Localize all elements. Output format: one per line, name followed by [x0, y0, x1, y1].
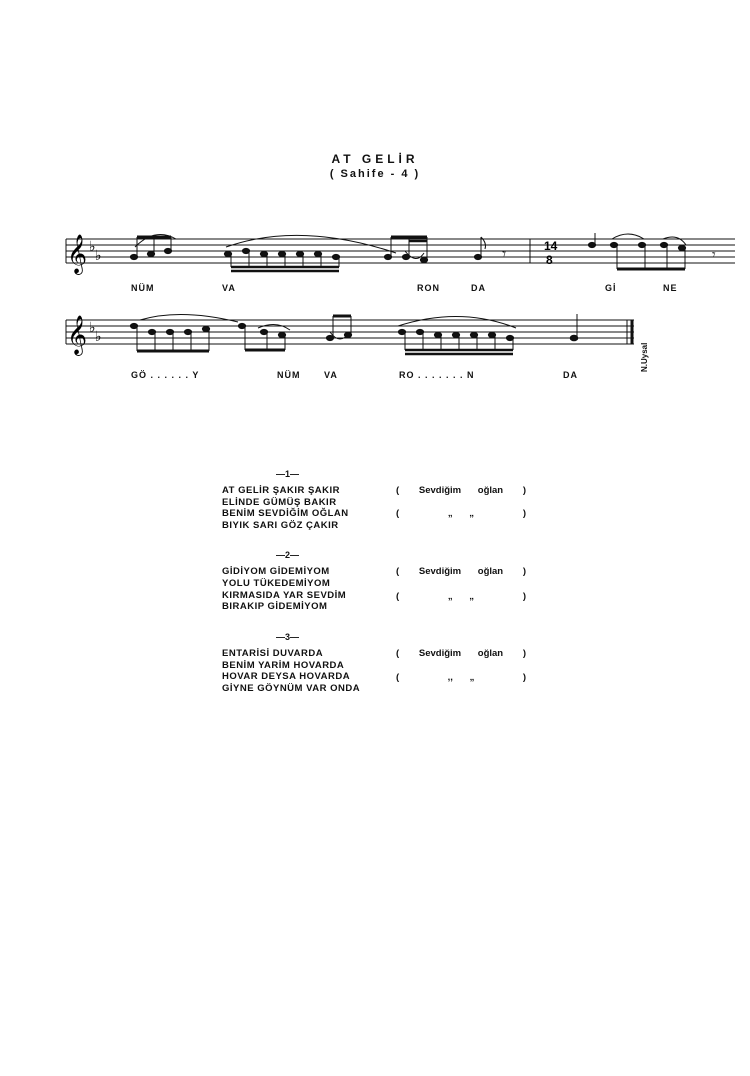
- verse-number: —2—: [276, 550, 300, 560]
- music-staff-line-2: [0, 306, 750, 366]
- verse-line: AT GELİR ŞAKIR ŞAKIR: [222, 485, 341, 496]
- verse-line: HOVAR DEYSA HOVARDA: [222, 671, 351, 682]
- verse-line: KIRMASIDA YAR SEVDİM: [222, 590, 347, 601]
- flat-sign-icon: ♭: [89, 239, 96, 255]
- verse-line: GİDİYOM GİDEMİYOM: [222, 566, 330, 577]
- lyric-syllable: NE: [663, 283, 678, 293]
- refrain-ditto: ( ,, „ ): [396, 672, 526, 683]
- verse-line: BENİM YARİM HOVARDA: [222, 660, 345, 671]
- lyric-syllable: VA: [324, 370, 338, 380]
- verse-line: BIRAKIP GİDEMİYOM: [222, 601, 328, 612]
- svg-text:𝄾: 𝄾: [502, 244, 507, 263]
- lyric-syllable: GÖ . . . . . . Y: [131, 370, 200, 380]
- lyric-syllable: DA: [471, 283, 486, 293]
- verse-line: BIYIK SARI GÖZ ÇAKIR: [222, 520, 339, 531]
- lyric-syllable: RON: [417, 283, 440, 293]
- refrain-ditto: ( „ „ ): [396, 508, 526, 519]
- refrain-text: ( Sevdiğim oğlan ): [396, 485, 526, 496]
- lyric-syllable: RO . . . . . . . N: [399, 370, 475, 380]
- lyric-syllable: VA: [222, 283, 236, 293]
- lyric-syllable: Gİ: [605, 283, 617, 293]
- treble-clef-icon: 𝄞: [67, 315, 88, 355]
- flat-sign-icon: ♭: [89, 320, 96, 336]
- svg-text:𝄾: 𝄾: [712, 247, 716, 263]
- verse-line: BENİM SEVDİĞİM OĞLAN: [222, 508, 349, 519]
- flat-sign-icon: ♭: [95, 248, 102, 264]
- verse-line: ELİNDE GÜMÜŞ BAKIR: [222, 497, 337, 508]
- verse-number: —1—: [276, 469, 300, 479]
- verse-line: YOLU TÜKEDEMİYOM: [222, 578, 331, 589]
- verse-line: ENTARİSİ DUVARDA: [222, 648, 324, 659]
- refrain-text: ( Sevdiğim oğlan ): [396, 566, 526, 577]
- refrain-ditto: ( „ „ ): [396, 591, 526, 602]
- page-subtitle: ( Sahife - 4 ): [329, 168, 421, 180]
- lyric-syllable: DA: [563, 370, 578, 380]
- music-staff-line-1: [0, 225, 750, 285]
- time-signature-top: 14: [544, 239, 558, 253]
- treble-clef-icon: 𝄞: [67, 234, 88, 274]
- time-signature-bottom: 8: [546, 253, 553, 267]
- song-title: AT GELİR: [331, 152, 419, 166]
- flat-sign-icon: ♭: [95, 329, 102, 345]
- lyric-syllable: NÜM: [277, 370, 301, 380]
- refrain-text: ( Sevdiğim oğlan ): [396, 648, 526, 659]
- composer-credit: N.Uysal: [640, 342, 649, 372]
- lyric-syllable: NÜM: [131, 283, 155, 293]
- verse-number: —3—: [276, 632, 300, 642]
- verse-line: GİYNE GÖYNÜM VAR ONDA: [222, 683, 361, 694]
